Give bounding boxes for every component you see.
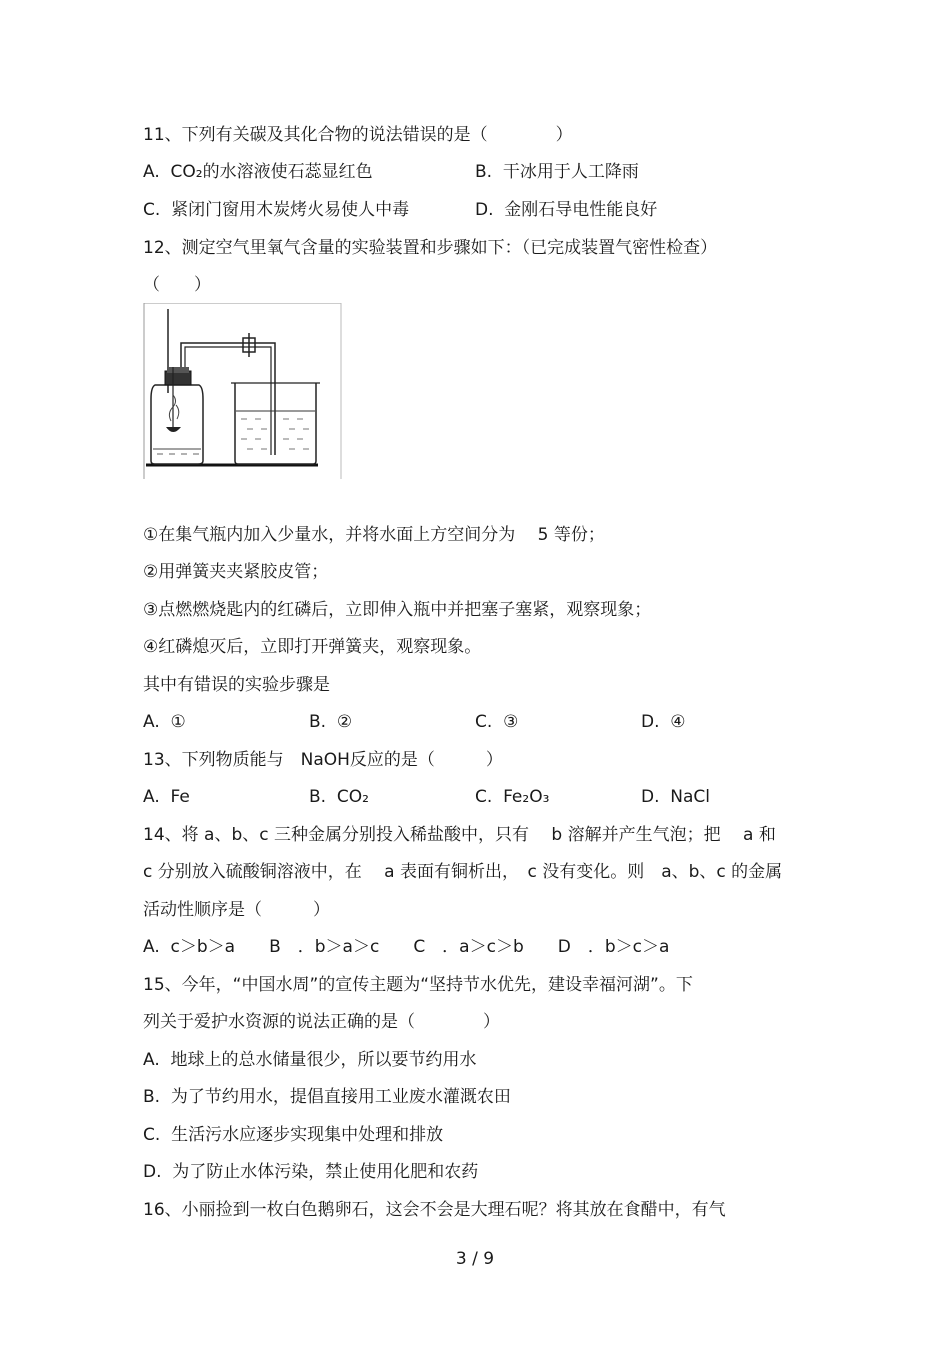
q15-line-1: 15、今年，“中国水周”的宣传主题为“坚持节水优先，建设幸福河湖”。下 — [143, 975, 693, 995]
q12-ask: 其中有错误的实验步骤是 — [143, 675, 330, 695]
q12-step-2: ②用弹簧夹夹紧胶皮管； — [143, 562, 329, 582]
q14-line-3: 活动性顺序是（ ） — [143, 900, 330, 920]
q13-option-a: A. Fe — [143, 787, 190, 807]
q16-line-1: 16、小丽捡到一枚白色鹅卵石，这会不会是大理石呢？将其放在食醋中，有气 — [143, 1200, 726, 1220]
q12-option-b: B. ② — [309, 712, 353, 732]
q15-option-d: D. 为了防止水体污染，禁止使用化肥和农药 — [143, 1162, 479, 1182]
q11-option-b: B. 干冰用于人工降雨 — [475, 162, 639, 182]
q13-option-d: D. NaCl — [641, 787, 711, 807]
q14-line-2: c 分别放入硫酸铜溶液中，在 a 表面有铜析出， c 没有变化。则 a、b、c 的金属 — [143, 862, 783, 882]
q12-option-a: A. ① — [143, 712, 186, 732]
q15-option-b: B. 为了节约用水，提倡直接用工业废水灌溉农田 — [143, 1087, 511, 1107]
q12-step-1: ①在集气瓶内加入少量水，并将水面上方空间分为 5 等份； — [143, 525, 605, 545]
q15-option-c: C. 生活污水应逐步实现集中处理和排放 — [143, 1125, 444, 1145]
q11-stem: 11、下列有关碳及其化合物的说法错误的是（ ） — [143, 125, 573, 145]
q12-option-c: C. ③ — [475, 712, 519, 732]
q12-step-4: ④红磷熄灭后，立即打开弹簧夹，观察现象。 — [143, 637, 482, 657]
q15-option-a: A. 地球上的总水储量很少，所以要节约用水 — [143, 1050, 477, 1070]
q13-option-b: B. CO₂ — [309, 787, 369, 807]
q11-option-a: A. CO₂的水溶液使石蕊显红色 — [143, 162, 373, 182]
q12-option-d: D. ④ — [641, 712, 686, 732]
q11-option-d: D. 金刚石导电性能良好 — [475, 200, 658, 220]
apparatus-figure — [143, 303, 343, 479]
q13-option-c: C. Fe₂O₃ — [475, 787, 550, 807]
q13-stem: 13、下列物质能与 NaOH反应的是（ ） — [143, 750, 503, 770]
q11-option-c: C. 紧闭门窗用木炭烤火易使人中毒 — [143, 200, 410, 220]
q14-options: A. c＞b＞a B ．b＞a＞c C ．a＞c＞b D ．b＞c＞a — [143, 937, 670, 957]
q15-line-2: 列关于爱护水资源的说法正确的是（ ） — [143, 1012, 500, 1032]
q12-step-3: ③点燃燃烧匙内的红磷后，立即伸入瓶中并把塞子塞紧，观察现象； — [143, 600, 652, 620]
page-number: 3 / 9 — [455, 1249, 495, 1269]
q12-answer-paren: （ ） — [143, 275, 211, 295]
q14-line-1: 14、将 a、b、c 三种金属分别投入稀盐酸中，只有 b 溶解并产生气泡；把 a 和 — [143, 825, 776, 845]
q12-stem: 12、测定空气里氧气含量的实验装置和步骤如下：（已完成装置气密性检查） — [143, 238, 718, 258]
